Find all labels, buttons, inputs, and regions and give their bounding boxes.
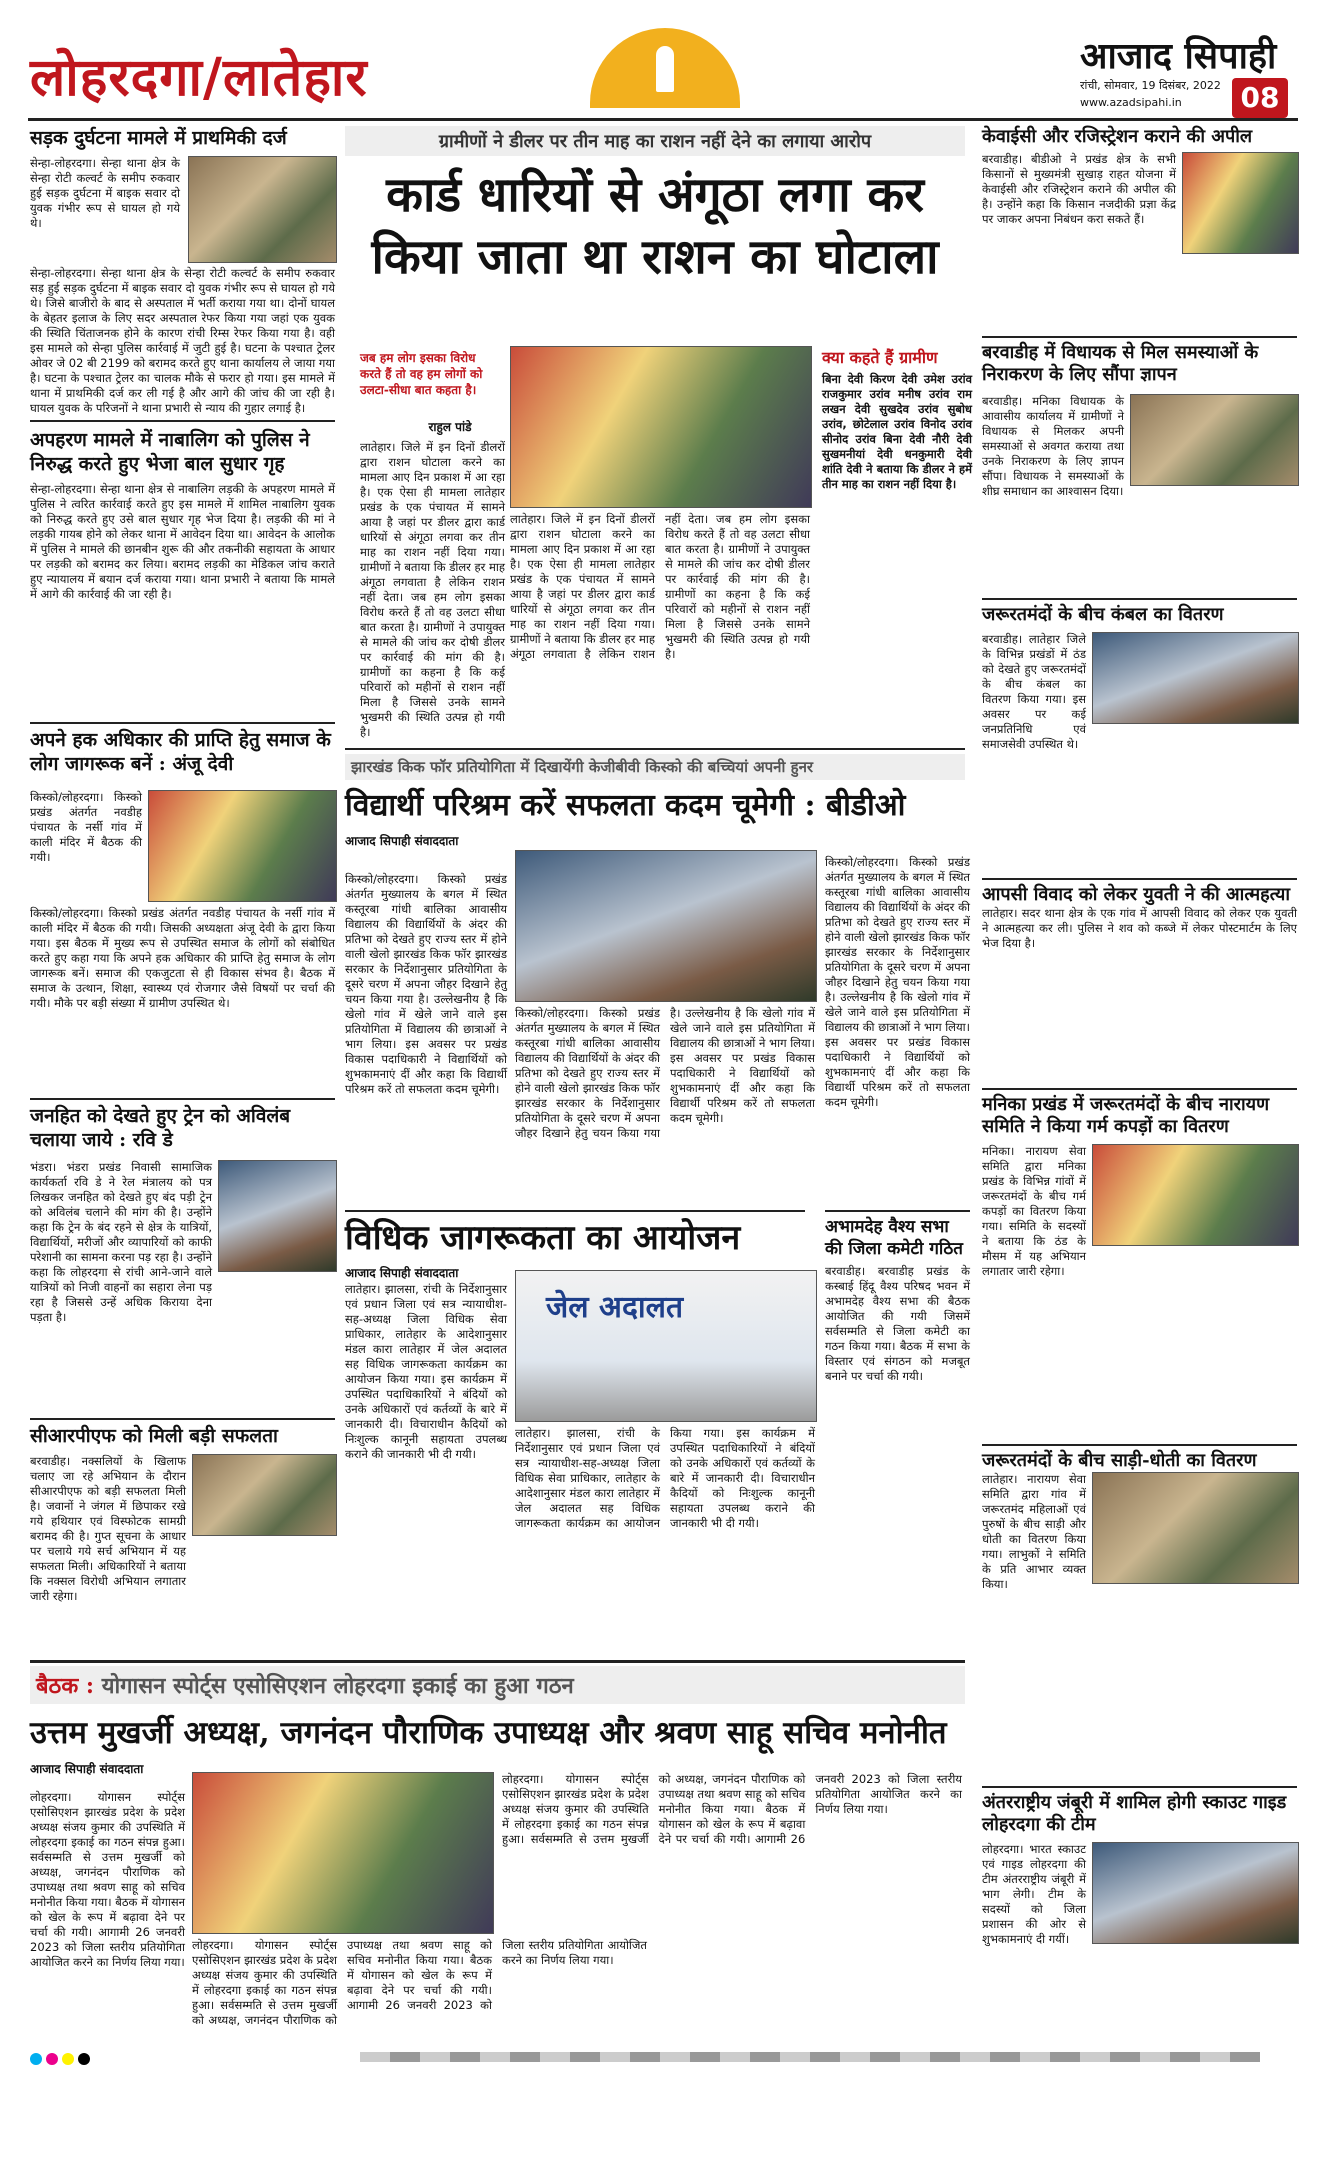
students-photo <box>515 850 817 1002</box>
legal-body-col1: लातेहार। झालसा, रांची के निर्देशानुसार एवं प्रधान जिला एवं सत्र न्यायाधीश-सह-अध्यक्ष जिला विधिक सेवा प्राधिकार, लातेहार के आदेशानुसार मंडल कारा लातेहार में जेल अदालत सह विधिक जागरूकता कार्यक्रम का आयोजन किया गया। इस कार्यक्रम में उपस्थित पदाधिकारियों ने बंदियों को उनके अधिकारों एवं कर्तव्यों के बारे में जानकारी दी। विचाराधीन कैदियों को निःशुल्क कानूनी सहायता उपलब्ध कराने की जानकारी भी दी गयी। <box>345 1282 507 1461</box>
divider <box>30 420 335 422</box>
suicide-body: लातेहार। सदर थाना क्षेत्र के एक गांव में आपसी विवाद को लेकर एक युवती ने आत्महत्या कर ली। पुलिस ने शव को कब्जे में लेकर पोस्टमार्टम के लिए भेज दिया है। <box>982 906 1297 950</box>
byline: राहुल पांडे <box>428 420 472 434</box>
vaccine-headline: केवाईसी और रजिस्ट्रेशन कराने की अपील <box>982 126 1253 147</box>
story-minor <box>30 428 335 697</box>
manika-body: मनिका। नारायण सेवा समिति द्वारा मनिका प्रखंड के विभिन्न गांवों में जरूरतमंदों के बीच गर्म कपड़ों का वितरण किया गया। समिति के सदस्यों ने बताया कि ठंड के मौसम में यह अभियान लगातार जारी रहेगा। <box>982 1144 1086 1278</box>
story-body: सेन्हा-लोहरदगा। सेन्हा थाना क्षेत्र से नाबालिग लड़की के अपहरण मामले में पुलिस ने त्वरित कार्रवाई करते हुए इस मामले में शामिल नाबालिग युवक को निरुद्ध करते हुए उसे बाल सुधार गृह भेज दिया है। लड़की की मां ने लड़की गायब होने को लेकर थाना में आवेदन दिया था। आवेदन के आलोक में पुलिस ने मामले की छानबीन शुरू की और तकनीकी सहायता के आधार पर लड़की को बरामद कर लिया। बरामद लड़की का मेडिकल जांच कराते हुए न्यायालय में बयान दर्ज कराया गया। थाना प्रभारी ने बताया कि मामले में आगे की कार्रवाई की जा रही है। <box>30 482 335 601</box>
page-number: 08 <box>1232 78 1288 118</box>
header-rule <box>28 118 1298 121</box>
byline: आजाद सिपाही संवाददाता <box>345 834 459 848</box>
biz-headline: अभामदेह वैश्य सभा की जिला कमेटी गठित <box>825 1210 970 1260</box>
lead-body-col2: लातेहार। जिले में इन दिनों डीलरों द्वारा राशन घोटाला करने का मामला आए दिन प्रकाश में आ रहा है। एक ऐसा ही मामला लातेहार प्रखंड के एक पंचायत में सामने आया है जहां पर डीलर द्वारा कार्ड धारियों से अंगूठा लगवा कर तीन माह का राशन नहीं दिया गया। ग्रामीणों ने बताया कि डीलर हर माह अंगूठा लगवाता है लेकिन राशन नहीं देता। जब हम लोग इसका विरोध करते हैं तो वह उलटा सीधा बात करता है। ग्रामीणों ने उपायुक्त से मामले की जांच कर दोषी डीलर पर कार्रवाई की मांग की है। ग्रामीणों का कहना है कि कई परिवारों को महीनों से राशन नहीं मिला है जिससे उनके सामने भुखमरी की स्थिति उत्पन्न हो गयी है। <box>510 512 810 661</box>
divider <box>30 722 335 724</box>
mla-photo <box>1130 394 1299 486</box>
byline: आजाद सिपाही संवाददाता <box>345 1266 459 1280</box>
story-body-part1: किस्को/लोहरदगा। किस्को प्रखंड अंतर्गत नवडीह पंचायत के नर्सी गांव में काली मंदिर में बैठक की गयी। <box>30 790 142 864</box>
bottom-kicker-tag: बैठक : <box>36 1673 95 1699</box>
vaccine-body: बरवाडीह। बीडीओ ने प्रखंड क्षेत्र के सभी किसानों से मुख्यमंत्री सुखाड़ राहत योजना में केवाईसी और रजिस्ट्रेशन कराने की अपील की है। उन्होंने कहा कि किसान नजदीकी प्रज्ञा केंद्र पर जाकर अपना निबंधन करा सकते हैं। <box>982 152 1176 226</box>
mla-body: बरवाडीह। मनिका विधायक के आवासीय कार्यालय में ग्रामीणों ने विधायक से मिलकर अपनी समस्याओं से अवगत कराया तथा उनके निराकरण के लिए ज्ञापन सौंपा। विधायक ने समस्याओं के शीघ्र समाधान का आश्वासन दिया। <box>982 394 1124 498</box>
story-body: किस्को/लोहरदगा। किस्को प्रखंड अंतर्गत नवडीह पंचायत के नर्सी गांव में काली मंदिर में बैठक की गयी। जिसकी अध्यक्षता अंजू देवी के द्वारा किया गया। इस बैठक में मुख्य रूप से उपस्थित समाज के लोगों को संबोधित करते हुए कहा गया कि अपने हक अधिकार की प्राप्ति हेतु समाज के लोग जागरूक बनें। समाज की एकजुटता से ही विकास संभव है। बैठक में समाज के उत्थान, शिक्षा, स्वास्थ्य एवं रोजगार जैसे विषयों पर चर्चा की गयी। मौके पर बड़ी संख्या में ग्रामीण उपस्थित थे। <box>30 906 335 1010</box>
lead-body-col1: लातेहार। जिले में इन दिनों डीलरों द्वारा राशन घोटाला करने का मामला आए दिन प्रकाश में आ रहा है। एक ऐसा ही मामला लातेहार प्रखंड के एक पंचायत में सामने आया है जहां पर डीलर द्वारा कार्ड धारियों से अंगूठा लगवा कर तीन माह का राशन नहीं दिया गया। ग्रामीणों ने बताया कि डीलर हर माह अंगूठा लगवाता है लेकिन राशन नहीं देता। जब हम लोग इसका विरोध करते हैं तो वह उलटा सीधा बात करता है। ग्रामीणों ने उपायुक्त से मामले की जांच कर दोषी डीलर पर कार्रवाई की मांग की है। ग्रामीणों का कहना है कि कई परिवारों को महीनों से राशन नहीं मिला है जिससे उनके सामने भुखमरी की स्थिति उत्पन्न हो गयी है। <box>360 440 505 739</box>
bottom-story <box>30 1666 965 1777</box>
legal-headline: विधिक जागरूकता का आयोजन <box>345 1218 741 1258</box>
date-line: रांची, सोमवार, 19 दिसंबर, 2022 <box>1080 79 1221 92</box>
manika-headline: मनिका प्रखंड में जरूरतमंदों के बीच नारायण समिति ने किया गर्म कपड़ों का वितरण <box>982 1088 1297 1138</box>
bottom-body-col3: लोहरदगा। योगासन स्पोर्ट्स एसोसिएशन झारखंड प्रदेश के प्रदेश अध्यक्ष संजय कुमार की उपस्थिति में लोहरदगा इकाई का गठन संपन्न हुआ। सर्वसम्मति से उत्तम मुखर्जी को अध्यक्ष, जगनंदन पौराणिक को उपाध्यक्ष तथा श्रवण साहू को सचिव मनोनीत किया गया। बैठक में योगासन को खेल के रूप में बढ़ावा देने पर चर्चा की गयी। आगामी 26 जनवरी 2023 को जिला स्तरीय प्रतियोगिता आयोजित करने का निर्णय लिया गया। <box>502 1772 962 1846</box>
newspaper-brand: आजाद सिपाही <box>1080 35 1277 77</box>
yoga-meeting-photo <box>192 1772 494 1934</box>
color-bar <box>360 2052 1260 2062</box>
bottom-kicker: योगासन स्पोर्ट्स एसोसिएशन लोहरदगा इकाई का हुआ गठन <box>101 1673 574 1699</box>
website-url[interactable]: www.azadsipahi.in <box>1080 96 1182 109</box>
story-body: बरवाडीह। नक्सलियों के खिलाफ चलाए जा रहे अभियान के दौरान सीआरपीएफ को बड़ी सफलता मिली है। जवानों ने जंगल में छिपाकर रखे गये हथियार एवं विस्फोटक सामग्री बरामद की है। गुप्त सूचना के आधार पर चलाये गये सर्च अभियान में यह सफलता मिली। अधिकारियों ने बताया कि नक्सल विरोधी अभियान लगातार जारी रहेगा। <box>30 1454 186 1603</box>
side-head: क्या कहते हैं ग्रामीण <box>822 348 938 367</box>
bottom-body-col2: लोहरदगा। योगासन स्पोर्ट्स एसोसिएशन झारखंड प्रदेश के प्रदेश अध्यक्ष संजय कुमार की उपस्थिति में लोहरदगा इकाई का गठन संपन्न हुआ। सर्वसम्मति से उत्तम मुखर्जी को अध्यक्ष, जगनंदन पौराणिक को उपाध्यक्ष तथा श्रवण साहू को सचिव मनोनीत किया गया। बैठक में योगासन को खेल के रूप में बढ़ावा देने पर चर्चा की गयी। आगामी 26 जनवरी 2023 को जिला स्तरीय प्रतियोगिता आयोजित करने का निर्णय लिया गया। <box>192 1938 647 2027</box>
jail-court-banner: जेल अदालत <box>546 1290 684 1325</box>
lead-story <box>345 126 965 288</box>
meeting-photo <box>148 790 337 902</box>
suicide-headline: आपसी विवाद को लेकर युवती ने की आत्महत्या <box>982 878 1297 906</box>
truck-photo <box>188 156 337 263</box>
blanket-photo <box>1092 632 1299 724</box>
divider <box>30 1418 335 1420</box>
saree-headline: जरूरतमंदों के बीच साड़ी-धोती का वितरण <box>982 1444 1297 1472</box>
story-headline: सड़क दुर्घटना मामले में प्राथमिकी दर्ज <box>30 127 287 149</box>
saree-photo <box>1092 1472 1299 1584</box>
bottom-headline: उत्तम मुखर्जी अध्यक्ष, जगनंदन पौराणिक उपाध्यक्ष और श्रवण साहू सचिव मनोनीत <box>30 1715 947 1751</box>
story-headline: अपहरण मामले में नाबालिग को पुलिस ने निरुद्ध करते हुए भेजा बाल सुधार गृह <box>30 429 310 475</box>
story-headline: सीआरपीएफ को मिली बड़ी सफलता <box>30 1425 278 1447</box>
kisko-body-col2: किस्को/लोहरदगा। किस्को प्रखंड अंतर्गत मुख्यालय के बगल में स्थित कस्तूरबा गांधी बालिका आवासीय विद्यालय की विद्यार्थियों के अंदर की प्रतिभा को देखते हुए राज्य स्तर में होने वाली खेलो झारखंड किक फॉर झारखंड सरकार के निर्देशानुसार प्रतियोगिता के दूसरे चरण में अपना जौहर दिखाने हेतु चयन किया गया है। उल्लेखनीय है कि खेलो गांव में खेले जाने वाले इस प्रतियोगिता में विद्यालय की छात्राओं ने भाग लिया। इस अवसर पर प्रखंड विकास पदाधिकारी ने विद्यार्थियों को शुभकामनाएं दीं और कहा कि विद्यार्थी परिश्रम करें तो सफलता कदम चूमेगी। <box>515 1006 815 1140</box>
kisko-kicker: झारखंड किक फॉर प्रतियोगिता में दिखायेंगी केजीबीवी किस्को की बच्चियां अपनी हुनर <box>345 754 965 780</box>
divider <box>345 748 965 750</box>
blanket-headline: जरूरतमंदों के बीच कंबल का वितरण <box>982 598 1297 626</box>
jail-court-photo <box>515 1270 817 1422</box>
story-body-part1: सेन्हा-लोहरदगा। सेन्हा थाना क्षेत्र के सेन्हा रोटी कल्वर्ट के समीप रुकवार हुई सड़क दुर्घटना में बाइक सवार दो युवक गंभीर रूप से घायल हो गये थे। <box>30 156 180 230</box>
scouts-photo <box>1092 1842 1299 1944</box>
pull-quote: जब हम लोग इसका विरोध करते हैं तो वह हम लोगों को उलटा-सीधा बात कहता है। <box>360 351 483 397</box>
kisko-body-col3: किस्को/लोहरदगा। किस्को प्रखंड अंतर्गत मुख्यालय के बगल में स्थित कस्तूरबा गांधी बालिका आवासीय विद्यालय की विद्यार्थियों के अंदर की प्रतिभा को देखते हुए राज्य स्तर में होने वाली खेलो झारखंड किक फॉर झारखंड सरकार के निर्देशानुसार प्रतियोगिता के दूसरे चरण में अपना जौहर दिखाने हेतु चयन किया गया है। उल्लेखनीय है कि खेलो गांव में खेले जाने वाले इस प्रतियोगिता में विद्यालय की छात्राओं ने भाग लिया। इस अवसर पर प्रखंड विकास पदाधिकारी ने विद्यार्थियों को शुभकामनाएं दीं और कहा कि विद्यार्थी परिश्रम करें तो सफलता कदम चूमेगी। <box>825 855 970 1109</box>
jamboree-headline: अंतरराष्ट्रीय जंबूरी में शामिल होगी स्काउट गाइड लोहरदगा की टीम <box>982 1786 1297 1836</box>
seized-arms-photo <box>192 1454 337 1536</box>
pen-nib-logo-icon <box>590 28 740 108</box>
story-train <box>30 1104 335 1324</box>
lead-headline-2: किया जाता था राशन का घोटाला <box>371 229 939 285</box>
right-column <box>982 126 1297 1946</box>
villagers-photo <box>510 346 812 508</box>
divider <box>30 1660 965 1663</box>
story-accident <box>30 126 335 415</box>
story-crpf <box>30 1424 335 1603</box>
lead-kicker: ग्रामीणों ने डीलर पर तीन माह का राशन नहीं देने का लगाया आरोप <box>345 126 965 156</box>
story-headline: अपने हक अधिकार की प्राप्ति हेतु समाज के लोग जागरूक बनें : अंजू देवी <box>30 729 331 775</box>
divider <box>30 1098 335 1100</box>
story-body: भंडरा। भंडरा प्रखंड निवासी सामाजिक कार्यकर्ता रवि डे ने रेल मंत्रालय को पत्र लिखकर जनहित को देखते हुए बंद पड़ी ट्रेन को अविलंब चलाने की मांग की है। उन्होंने कहा कि ट्रेन के बंद रहने से क्षेत्र के यात्रियों, विद्यार्थियों, मरीजों और व्यापारियों को काफी परेशानी का सामना करना पड़ रहा है। उन्होंने कहा कि लोहरदगा से रांची आने-जाने वाले यात्रियों को निजी वाहनों का सहारा लेना पड़ रहा है जिससे उन्हें अधिक किराया देना पड़ता है। <box>30 1160 212 1324</box>
story-body: सेन्हा-लोहरदगा। सेन्हा थाना क्षेत्र के सेन्हा रोटी कल्वर्ट के समीप रुकवार सड़ हुई सड़क दुर्घटना में बाइक सवार दो युवक गंभीर रूप से घायल हो गये थे। जिसे बाजीरो के बाद से अस्पताल में भर्ती कराया गया था। दोनों घायल के बेहतर इलाज के लिए सदर अस्पताल रेफर किया गया जहां एक युवक की स्थिति चिंताजनक होने के कारण रांची रिम्स रेफर किया गया है। वही इस मामले को सेन्हा पुलिस कार्रवाई में जुटी हुई है। घटना के पश्चात ट्रेलर ओवर जे 02 बी 2199 को बरामद करते हुए थाना कार्यालय ले जाया गया है। घटना के पश्चात ट्रेलर का चालक मौके से फरार हो गया। इस मामले में थाना में प्राथमिकी दर्ज कर ली गई है और आगे की जांच की जा रही है। घायल युवक के परिजनों ने थाना प्रभारी से न्याय की गुहार लगाई है। <box>30 266 335 415</box>
saree-body: लातेहार। नारायण सेवा समिति द्वारा गांव में जरूरतमंद महिलाओं एवं पुरुषों के बीच साड़ी और धोती का वितरण किया गया। लाभुकों ने समिति के प्रति आभार व्यक्त किया। <box>982 1472 1086 1591</box>
kisko-headline: विद्यार्थी परिश्रम करें सफलता कदम चूमेगी : बीडीओ <box>345 788 906 823</box>
bottom-body-col1: लोहरदगा। योगासन स्पोर्ट्स एसोसिएशन झारखंड प्रदेश के प्रदेश अध्यक्ष संजय कुमार की उपस्थिति में लोहरदगा इकाई का गठन संपन्न हुआ। सर्वसम्मति से उत्तम मुखर्जी को अध्यक्ष, जगनंदन पौराणिक को उपाध्यक्ष तथा श्रवण साहू को सचिव मनोनीत किया गया। बैठक में योगासन को खेल के रूप में बढ़ावा देने पर चर्चा की गयी। आगामी 26 जनवरी 2023 को जिला स्तरीय प्रतियोगिता आयोजित करने का निर्णय लिया गया। <box>30 1790 185 1969</box>
story-anju <box>30 728 335 1010</box>
story-biz <box>825 1210 970 1639</box>
mla-headline: बरवाडीह में विधायक से मिल समस्याओं के निराकरण के लिए सौंपा ज्ञापन <box>982 336 1297 386</box>
lead-headline-1: कार्ड धारियों से अंगूठा लगा कर <box>386 167 924 223</box>
biz-body: बरवाडीह। बरवाडीह प्रखंड के कस्बाई हिंदू वैश्य परिषद भवन में अभामदेह वैश्य सभा की बैठक आयोजित की गयी जिसमें सर्वसम्मति से जिला कमेटी का गठन किया गया। बैठक में सभा के विस्तार एवं संगठन को मजबूत बनाने पर चर्चा की गयी। <box>825 1264 970 1383</box>
byline: आजाद सिपाही संवाददाता <box>30 1762 144 1776</box>
story-headline: जनहित को देखते हुए ट्रेन को अविलंब चलाया जाये : रवि डे <box>30 1105 291 1151</box>
villagers-says <box>822 346 972 742</box>
jamboree-body: लोहरदगा। भारत स्काउट एवं गाइड लोहरदगा की टीम अंतरराष्ट्रीय जंबूरी में भाग लेगी। टीम के सदस्यों को जिला प्रशासन की ओर से शुभकामनाएं दी गयीं। <box>982 1842 1086 1946</box>
manika-photo <box>1092 1144 1299 1246</box>
legal-body-col2: लातेहार। झालसा, रांची के निर्देशानुसार एवं प्रधान जिला एवं सत्र न्यायाधीश-सह-अध्यक्ष जिला विधिक सेवा प्राधिकार, लातेहार के आदेशानुसार मंडल कारा लातेहार में जेल अदालत सह विधिक जागरूकता कार्यक्रम का आयोजन किया गया। इस कार्यक्रम में उपस्थित पदाधिकारियों ने बंदियों को उनके अधिकारों एवं कर्तव्यों के बारे में जानकारी दी। विचाराधीन कैदियों को निःशुल्क कानूनी सहायता उपलब्ध कराने की जानकारी भी दी गयी। <box>515 1426 815 1530</box>
kisko-body-col1: किस्को/लोहरदगा। किस्को प्रखंड अंतर्गत मुख्यालय के बगल में स्थित कस्तूरबा गांधी बालिका आवासीय विद्यालय की विद्यार्थियों के अंदर की प्रतिभा को देखते हुए राज्य स्तर में होने वाली खेलो झारखंड किक फॉर झारखंड सरकार के निर्देशानुसार प्रतियोगिता के दूसरे चरण में अपना जौहर दिखाने हेतु चयन किया गया है। उल्लेखनीय है कि खेलो गांव में खेले जाने वाले इस प्रतियोगिता में विद्यालय की छात्राओं ने भाग लिया। इस अवसर पर प्रखंड विकास पदाधिकारी ने विद्यार्थियों को शुभकामनाएं दीं और कहा कि विद्यार्थी परिश्रम करें तो सफलता कदम चूमेगी। <box>345 872 507 1096</box>
story-kisko <box>345 754 965 849</box>
divider <box>345 1210 805 1212</box>
official-portrait <box>1182 152 1299 254</box>
portrait-photo <box>218 1160 337 1272</box>
section-title: लोहरदगा/लातेहार <box>30 47 368 108</box>
side-body: बिना देवी किरण देवी उमेश उरांव राजकुमार उरांव मनीष उरांव राम लखन देवी सुखदेव उरांव सुबोध उरांव, छोटेलाल उरांव विनोद उरांव सीनोद उरांव बिना देवी नौरी देवी सुखमनीयां देवी धनकुमारी देवी शांति देवी ने बताया कि डीलर ने हमें तीन माह का राशन नहीं दिया है। <box>822 372 972 491</box>
blanket-body: बरवाडीह। लातेहार जिले के विभिन्न प्रखंडों में ठंड को देखते हुए जरूरतमंदों के बीच कंबल का वितरण किया गया। इस अवसर पर कई जनप्रतिनिधि एवं समाजसेवी उपस्थित थे। <box>982 632 1086 751</box>
